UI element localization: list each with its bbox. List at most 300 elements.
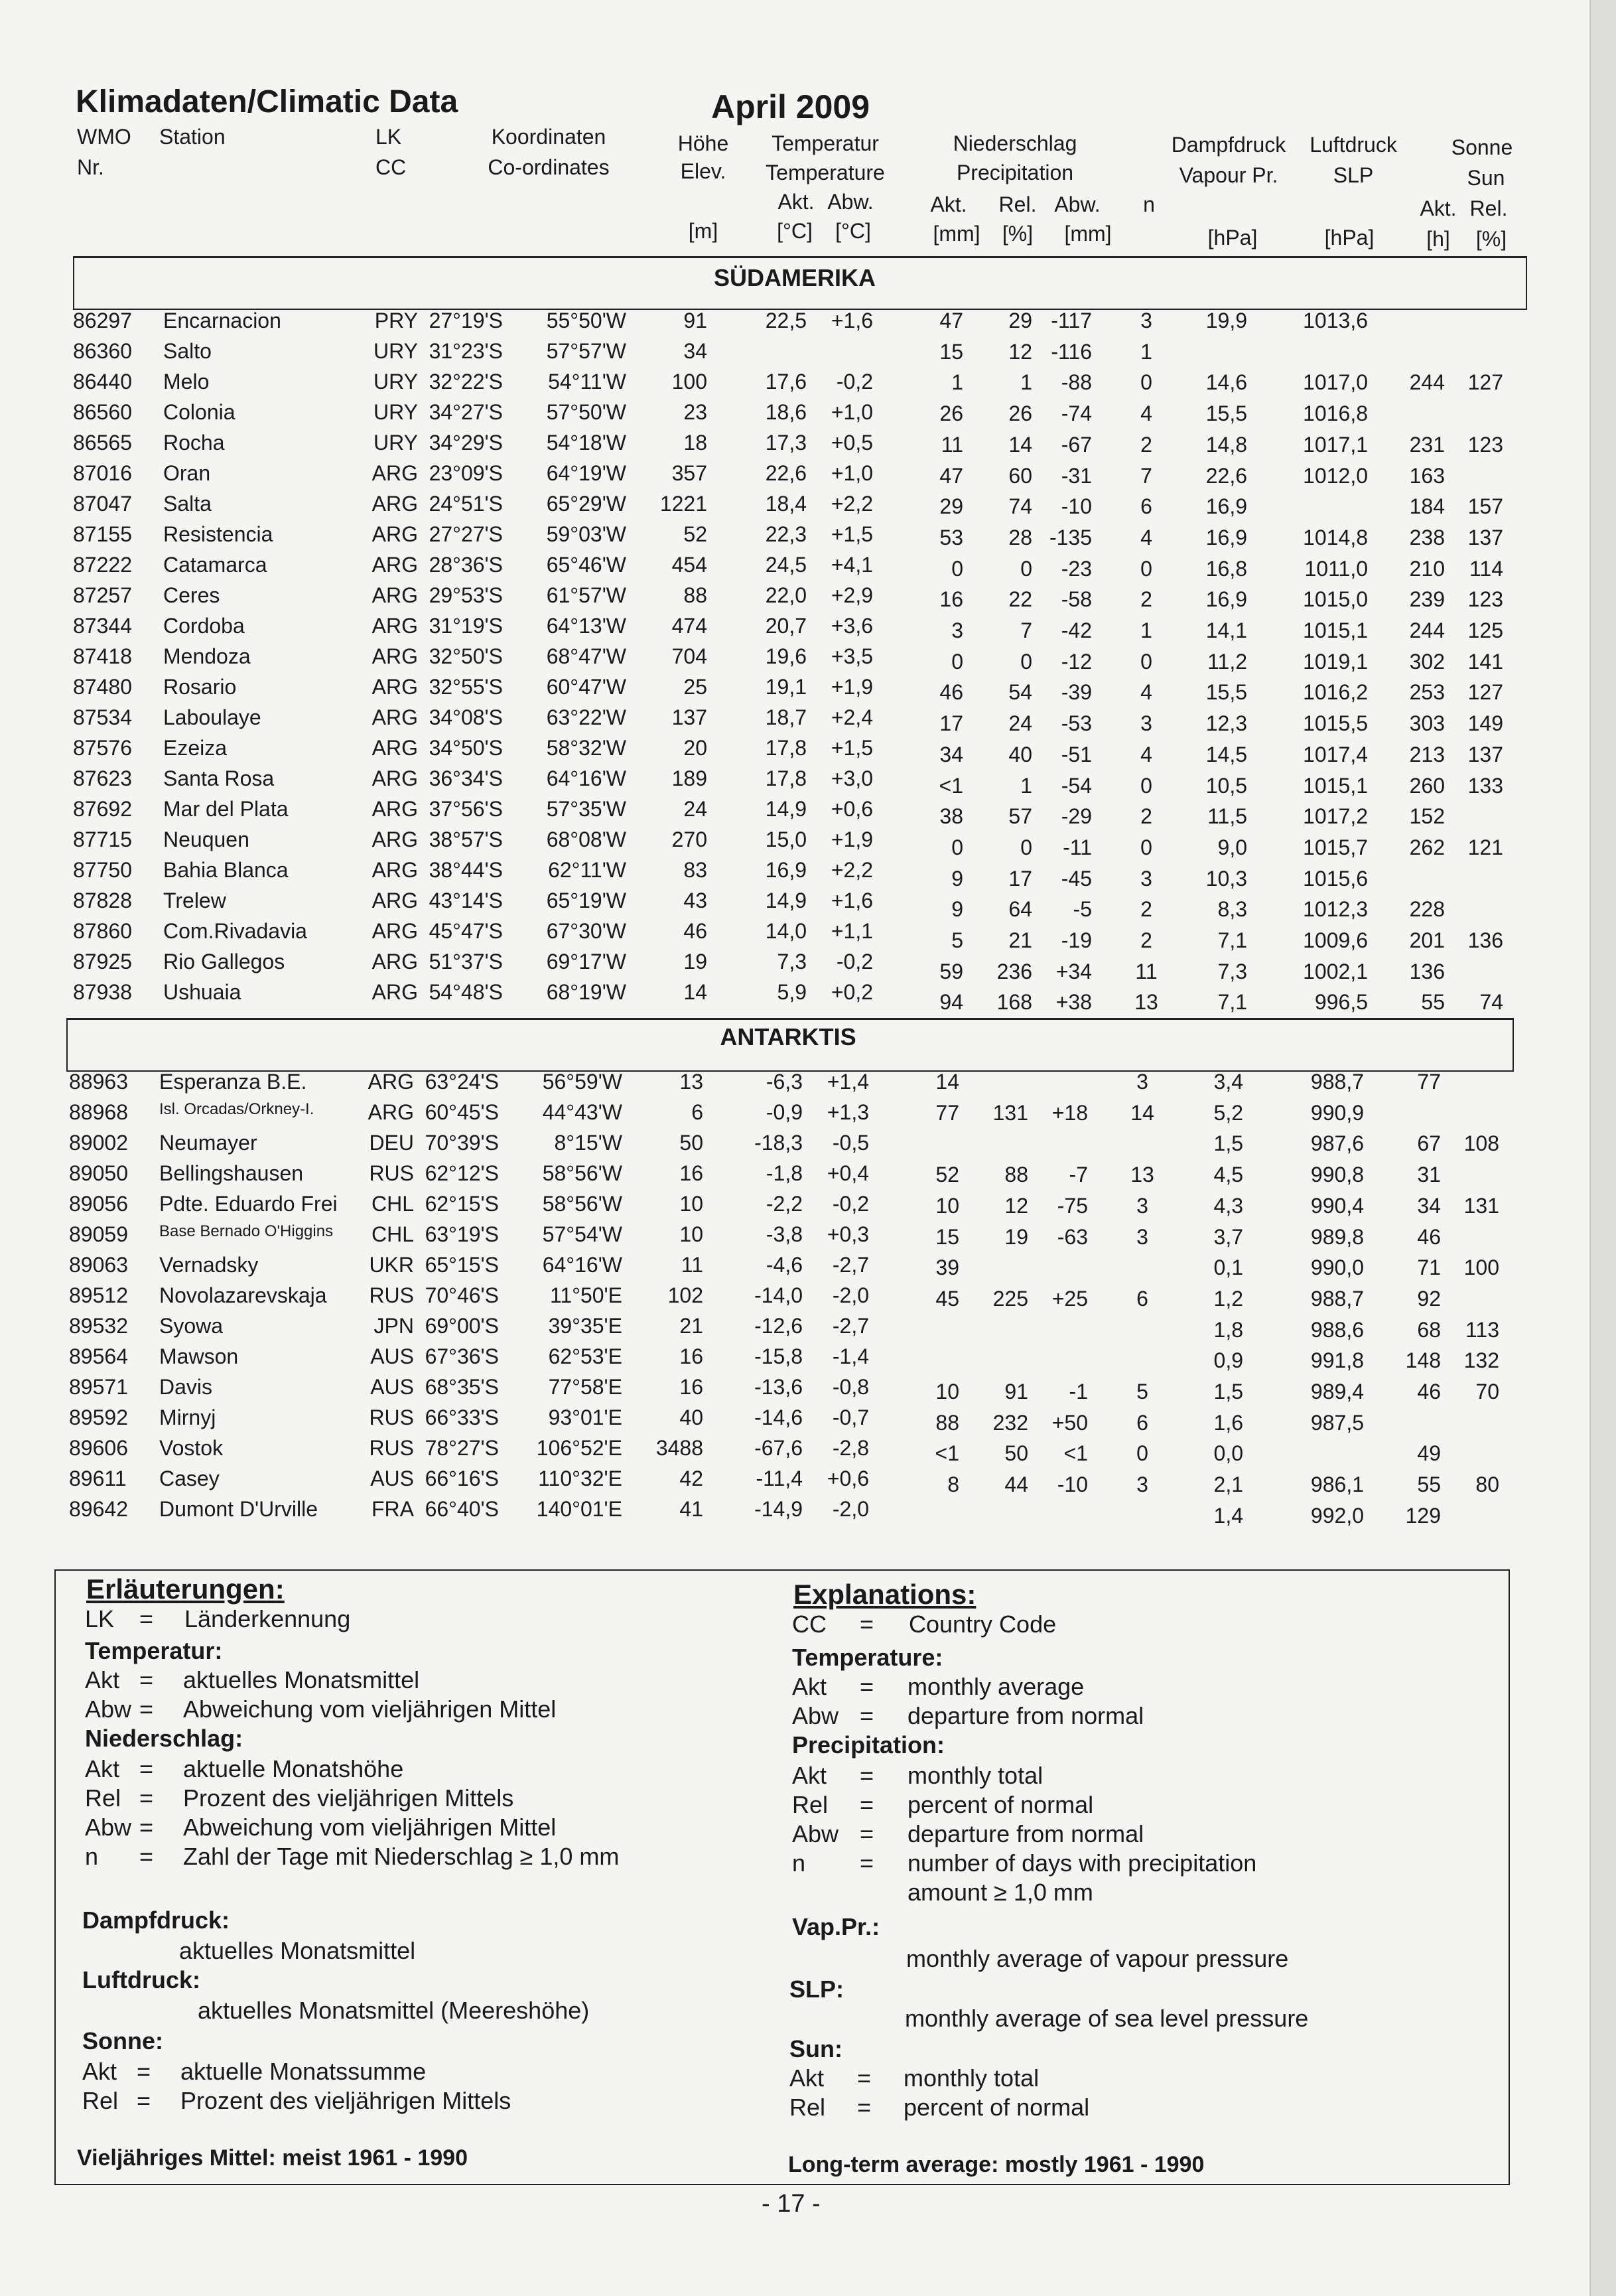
- table-row: [0, 400, 1616, 431]
- cell-station: Vostok: [159, 1436, 224, 1460]
- legend-en-s-rel: Rel: [789, 2094, 826, 2121]
- cell-pa: -53: [1061, 711, 1092, 736]
- table-row: [0, 675, 1616, 705]
- cell-t: 17,8: [765, 736, 807, 760]
- header-hoehe: Höhe: [677, 131, 729, 155]
- cell-station: Trelew: [163, 889, 226, 912]
- legend-en-prec: Precipitation:: [792, 1731, 945, 1758]
- cell-slp: 990,8: [1310, 1163, 1364, 1187]
- cell-elev: 704: [671, 644, 707, 668]
- cell-p: 11: [941, 432, 963, 457]
- table-row: [0, 553, 1616, 583]
- cell-t: -13,6: [754, 1375, 803, 1399]
- cell-sr: 131: [1463, 1193, 1499, 1218]
- legend-en-eq: =: [860, 1673, 874, 1700]
- header-nr: Nr.: [77, 155, 104, 179]
- cell-elev: 137: [671, 705, 707, 729]
- legend-de-eq: =: [139, 1843, 154, 1870]
- cell-pa: -1: [1069, 1380, 1088, 1403]
- table-row: [0, 614, 1616, 644]
- header-cc: CC: [375, 155, 407, 179]
- header-unit-pct1: [%]: [1002, 222, 1034, 246]
- cell-station: Bellingshausen: [159, 1161, 304, 1185]
- legend-de-rel: Rel: [85, 1784, 121, 1812]
- header-unit-hpa1: [hPa]: [1207, 226, 1258, 250]
- cell-p: 15: [935, 1224, 959, 1249]
- header-luftdruck: Luftdruck: [1310, 133, 1397, 157]
- cell-elev: 24: [683, 797, 707, 821]
- cell-lat: 63°19'S: [425, 1222, 499, 1246]
- cell-t: 17,6: [765, 370, 807, 394]
- cell-pr: 232: [992, 1410, 1028, 1435]
- cell-cc: ARG: [371, 492, 418, 516]
- cell-elev: 25: [683, 675, 707, 699]
- cell-p: <1: [939, 773, 963, 798]
- cell-station: Neuquen: [163, 827, 249, 851]
- cell-station: Rio Gallegos: [163, 950, 285, 973]
- header-sonne: Sonne: [1451, 135, 1513, 159]
- legend-en-cc-text: Country Code: [909, 1611, 1057, 1638]
- cell-p: <1: [935, 1441, 959, 1466]
- table-row: [0, 1467, 1616, 1497]
- cell-slp: 1017,2: [1303, 804, 1368, 829]
- cell-cc: UKR: [369, 1253, 414, 1277]
- table-row: [0, 644, 1616, 675]
- cell-p: 9: [951, 866, 963, 891]
- cell-ta: -2,7: [832, 1253, 869, 1277]
- cell-pr: 40: [1008, 742, 1032, 766]
- cell-station: Bahia Blanca: [163, 858, 289, 882]
- cell-pa: -88: [1061, 370, 1092, 395]
- cell-lat: 38°57'S: [429, 827, 503, 851]
- cell-elev: 46: [683, 919, 707, 943]
- cell-ta: -0,2: [832, 1192, 869, 1216]
- cell-n: 0: [1136, 1441, 1148, 1466]
- cell-t: 22,3: [765, 522, 807, 546]
- legend-en-eq: =: [860, 1849, 874, 1877]
- cell-n: 3: [1140, 309, 1152, 332]
- header-vapour: Vapour Pr.: [1179, 163, 1278, 187]
- cell-n: 0: [1140, 835, 1152, 859]
- cell-ta: -2,7: [832, 1314, 869, 1338]
- table-row: [0, 858, 1616, 889]
- cell-pr: 26: [1008, 401, 1032, 426]
- cell-slp: 1016,2: [1303, 680, 1368, 705]
- header-unit-mm2: [mm]: [1064, 222, 1112, 246]
- cell-cc: ARG: [371, 705, 418, 729]
- cell-p: 53: [939, 525, 963, 549]
- cell-wmo: 89059: [69, 1222, 128, 1246]
- cell-n: 11: [1135, 959, 1158, 983]
- table-row: [0, 705, 1616, 736]
- legend-en-s-akt: Akt: [789, 2064, 825, 2092]
- header-temperature: Temperature: [766, 161, 885, 184]
- cell-slp: 988,6: [1310, 1317, 1364, 1342]
- cell-n: 13: [1130, 1163, 1154, 1187]
- cell-p: 47: [939, 309, 963, 332]
- legend-en-eq: =: [857, 2064, 872, 2092]
- legend-en-temp: Temperature:: [792, 1644, 943, 1671]
- cell-slp: 989,4: [1310, 1380, 1364, 1403]
- cell-lat: 51°37'S: [429, 950, 503, 973]
- cell-station: Catamarca: [163, 553, 267, 577]
- cell-lat: 24°51'S: [429, 492, 503, 516]
- cell-ta: +3,6: [831, 614, 873, 638]
- cell-lat: 62°12'S: [425, 1161, 499, 1185]
- cell-wmo: 86565: [73, 431, 132, 455]
- cell-slp: 988,7: [1310, 1070, 1364, 1094]
- cell-n: 4: [1140, 680, 1152, 705]
- page-title: Klimadaten/Climatic Data: [76, 84, 458, 119]
- cell-ta: +3,0: [831, 766, 873, 790]
- cell-pa: -12: [1061, 649, 1092, 674]
- cell-slp: 1017,4: [1303, 742, 1368, 766]
- cell-lon: 65°19'W: [546, 889, 626, 912]
- cell-t: -4,6: [766, 1253, 803, 1277]
- legend-en-p-akt: Akt: [792, 1762, 827, 1789]
- cell-lon: 65°29'W: [546, 492, 626, 516]
- table-row: [0, 950, 1616, 983]
- cell-sr: 100: [1463, 1256, 1499, 1280]
- cell-wmo: 87938: [73, 980, 132, 1004]
- cell-pr: 19: [1004, 1224, 1028, 1249]
- cell-station: Ushuaia: [163, 980, 241, 1004]
- cell-vp: 1,6: [1213, 1410, 1243, 1435]
- cell-lat: 43°14'S: [429, 889, 503, 912]
- legend-en-n-text: number of days with precipitation: [908, 1849, 1257, 1877]
- cell-ta: +1,6: [831, 309, 873, 332]
- cell-pa: -10: [1057, 1472, 1088, 1497]
- cell-ta: +4,1: [831, 553, 873, 577]
- legend-de-n: n: [85, 1843, 99, 1870]
- cell-t: -14,0: [754, 1283, 803, 1307]
- legend-en-n: n: [792, 1849, 806, 1877]
- legend-de-abw-text: Abweichung vom vieljährigen Mittel: [183, 1695, 557, 1723]
- table-row: [0, 492, 1616, 522]
- cell-t: 14,0: [765, 919, 807, 943]
- cell-lat: 37°56'S: [429, 797, 503, 821]
- cell-elev: 11: [681, 1253, 703, 1277]
- cell-vp: 19,9: [1205, 309, 1247, 332]
- cell-t: 17,8: [765, 766, 807, 790]
- cell-cc: ARG: [371, 675, 418, 699]
- cell-elev: 102: [667, 1283, 703, 1307]
- cell-vp: 2,1: [1213, 1472, 1243, 1497]
- cell-sa: 46: [1417, 1380, 1441, 1403]
- cell-pr: 60: [1008, 463, 1032, 488]
- table-row: [0, 1131, 1616, 1161]
- cell-sr: 108: [1463, 1131, 1499, 1156]
- cell-ta: +1,5: [831, 736, 873, 760]
- cell-lat: 28°36'S: [429, 553, 503, 577]
- cell-wmo: 89592: [69, 1405, 128, 1429]
- cell-t: -11,4: [756, 1467, 803, 1490]
- cell-slp: 1015,1: [1303, 773, 1368, 798]
- cell-vp: 9,0: [1217, 835, 1247, 859]
- cell-sa: 303: [1409, 711, 1445, 736]
- cell-vp: 16,8: [1205, 556, 1247, 581]
- cell-station: Cordoba: [163, 614, 245, 638]
- cell-p: 94: [939, 990, 963, 1015]
- table-row: [0, 827, 1616, 858]
- cell-cc: ARG: [371, 553, 418, 577]
- cell-station: Ceres: [163, 583, 220, 607]
- cell-cc: RUS: [369, 1405, 414, 1429]
- cell-lon: 57°35'W: [546, 797, 626, 821]
- cell-pr: 14: [1008, 432, 1032, 457]
- cell-elev: 357: [671, 461, 707, 485]
- cell-slp: 1015,0: [1303, 587, 1368, 612]
- cell-lat: 34°08'S: [429, 705, 503, 729]
- cell-cc: ARG: [371, 950, 418, 973]
- legend-de-p-abw: Abw: [85, 1814, 132, 1841]
- table-row: [0, 766, 1616, 797]
- legend-en-vap-text: monthly average of vapour pressure: [906, 1945, 1289, 1972]
- header-unit-m: [m]: [688, 219, 718, 243]
- cell-pa: +50: [1051, 1410, 1088, 1435]
- header-station: Station: [159, 125, 226, 149]
- table-row: [0, 1192, 1616, 1222]
- cell-elev: 18: [683, 431, 707, 455]
- cell-pr: 44: [1004, 1472, 1028, 1497]
- cell-lon: 67°30'W: [546, 919, 626, 943]
- cell-lon: 58°32'W: [546, 736, 626, 760]
- cell-cc: ARG: [371, 858, 418, 882]
- cell-cc: AUS: [370, 1375, 414, 1399]
- cell-p: 0: [951, 649, 963, 674]
- cell-station: Casey: [159, 1467, 220, 1490]
- cell-cc: JPN: [373, 1314, 414, 1338]
- cell-elev: 10: [679, 1222, 703, 1246]
- cell-station: Mawson: [159, 1344, 239, 1368]
- legend-de-s-rel: Rel: [82, 2087, 119, 2114]
- legend-en-akt-text: monthly average: [908, 1673, 1085, 1700]
- cell-station: Ezeiza: [163, 736, 228, 760]
- cell-cc: ARG: [371, 583, 418, 607]
- cell-lon: 64°16'W: [542, 1253, 622, 1277]
- cell-wmo: 88963: [69, 1070, 128, 1094]
- cell-vp: 3,7: [1213, 1224, 1243, 1249]
- cell-sr: 80: [1475, 1472, 1499, 1497]
- cell-elev: 16: [679, 1375, 703, 1399]
- table-row: [0, 1283, 1616, 1314]
- cell-lat: 67°36'S: [425, 1344, 499, 1368]
- cell-cc: ARG: [371, 797, 418, 821]
- legend-en-eq: =: [860, 1611, 874, 1638]
- cell-n: 3: [1136, 1224, 1148, 1249]
- cell-sr: 137: [1467, 742, 1503, 766]
- cell-slp: 1019,1: [1303, 649, 1368, 674]
- cell-elev: 454: [671, 553, 707, 577]
- cell-wmo: 87257: [73, 583, 132, 607]
- cell-cc: ARG: [371, 919, 418, 943]
- legend-de-p-akt-text: aktuelle Monatshöhe: [183, 1755, 404, 1782]
- cell-t: -12,6: [754, 1314, 803, 1338]
- cell-vp: 1,2: [1213, 1286, 1243, 1311]
- cell-ta: +1,4: [827, 1070, 869, 1094]
- cell-lat: 27°27'S: [429, 522, 503, 546]
- header-unit-h: [h]: [1426, 227, 1450, 251]
- legend-en-s-rel-text: percent of normal: [904, 2094, 1090, 2121]
- cell-p: 14: [935, 1070, 959, 1094]
- cell-p: 39: [935, 1256, 959, 1280]
- cell-slp: 1011,0: [1304, 556, 1368, 581]
- table-row: [0, 1253, 1616, 1283]
- cell-wmo: 86297: [73, 309, 132, 332]
- cell-vp: 16,9: [1205, 494, 1247, 519]
- cell-lat: 34°29'S: [429, 431, 503, 455]
- legend-de-s-akt: Akt: [82, 2058, 117, 2085]
- table-row: [0, 370, 1616, 400]
- cell-pr: 17: [1008, 866, 1032, 891]
- cell-vp: 0,1: [1213, 1256, 1243, 1280]
- cell-cc: RUS: [369, 1161, 414, 1185]
- cell-cc: ARG: [371, 889, 418, 912]
- cell-ta: +3,5: [831, 644, 873, 668]
- cell-t: 19,6: [765, 644, 807, 668]
- cell-t: 20,7: [765, 614, 807, 638]
- cell-vp: 3,4: [1213, 1070, 1243, 1094]
- cell-cc: ARG: [371, 644, 418, 668]
- cell-vp: 22,6: [1205, 463, 1247, 488]
- cell-lon: 56°59'W: [542, 1070, 622, 1094]
- cell-slp: 1016,8: [1303, 401, 1368, 426]
- cell-ta: -2,8: [832, 1436, 869, 1460]
- cell-lon: 77°58'E: [548, 1375, 622, 1399]
- header-wmo: WMO: [77, 125, 131, 149]
- table-row: [0, 1161, 1616, 1192]
- cell-sa: 152: [1409, 804, 1445, 829]
- cell-station: Dumont D'Urville: [159, 1497, 318, 1521]
- cell-sr: 70: [1475, 1380, 1499, 1403]
- cell-n: 2: [1140, 587, 1152, 612]
- cell-vp: 0,0: [1213, 1441, 1243, 1466]
- cell-cc: URY: [373, 339, 418, 363]
- cell-lon: 64°13'W: [546, 614, 626, 638]
- cell-sa: 67: [1417, 1131, 1441, 1156]
- cell-p: 5: [951, 928, 963, 952]
- cell-t: 18,4: [765, 492, 807, 516]
- legend-en-p-akt-text: monthly total: [908, 1762, 1044, 1789]
- cell-sa: 262: [1409, 835, 1445, 859]
- cell-elev: 41: [679, 1497, 703, 1521]
- cell-cc: AUS: [370, 1467, 414, 1490]
- cell-slp: 992,0: [1310, 1503, 1364, 1528]
- cell-sa: 55: [1421, 990, 1445, 1015]
- cell-slp: 1012,3: [1303, 897, 1368, 922]
- header-prec-rel: Rel.: [998, 192, 1037, 216]
- cell-station: Isl. Orcadas/Orkney-I.: [159, 1100, 314, 1118]
- cell-lat: 32°22'S: [429, 370, 503, 394]
- cell-slp: 989,8: [1310, 1224, 1364, 1249]
- cell-vp: 7,3: [1217, 959, 1247, 983]
- table-row: [0, 431, 1616, 461]
- header-slp: SLP: [1333, 163, 1374, 187]
- cell-lon: 62°11'W: [548, 858, 626, 882]
- cell-pr: 12: [1008, 339, 1032, 364]
- table-row: [0, 339, 1616, 370]
- header-sun-rel: Rel.: [1469, 196, 1508, 220]
- cell-elev: 3488: [655, 1436, 703, 1460]
- cell-p: 1: [951, 370, 963, 395]
- cell-p: 47: [939, 463, 963, 488]
- cell-t: 18,7: [765, 705, 807, 729]
- cell-n: 4: [1140, 742, 1152, 766]
- cell-pa: -19: [1061, 928, 1092, 952]
- cell-pr: 91: [1004, 1380, 1028, 1403]
- cell-vp: 11,2: [1207, 649, 1247, 674]
- table-row: [0, 1497, 1616, 1528]
- cell-p: 10: [935, 1193, 959, 1218]
- cell-lon: 93°01'E: [548, 1405, 622, 1429]
- legend-de-vap: Dampfdruck:: [82, 1906, 230, 1934]
- cell-pa: -54: [1061, 773, 1092, 798]
- cell-pa: -29: [1061, 804, 1092, 829]
- legend-en-eq: =: [860, 1762, 874, 1789]
- cell-lat: 34°50'S: [429, 736, 503, 760]
- cell-sr: 136: [1467, 928, 1503, 952]
- cell-sa: 239: [1409, 587, 1445, 612]
- month-title: April 2009: [711, 88, 870, 125]
- cell-lon: 140°01'E: [536, 1497, 622, 1521]
- cell-sr: 149: [1467, 711, 1503, 736]
- cell-ta: -0,2: [836, 370, 873, 394]
- cell-vp: 14,6: [1205, 370, 1247, 395]
- cell-sa: 244: [1409, 618, 1445, 642]
- cell-slp: 990,9: [1310, 1100, 1364, 1125]
- cell-lon: 58°56'W: [542, 1192, 622, 1216]
- cell-n: 4: [1140, 525, 1152, 549]
- table-row: [0, 1314, 1616, 1344]
- cell-pa: -31: [1061, 463, 1092, 488]
- cell-lon: 61°57'W: [546, 583, 626, 607]
- cell-n: 6: [1136, 1286, 1148, 1311]
- legend-en-eq: =: [860, 1702, 874, 1729]
- table-row: [0, 1222, 1616, 1253]
- cell-sr: 114: [1469, 556, 1503, 581]
- cell-elev: 23: [683, 400, 707, 424]
- cell-vp: 10,5: [1205, 773, 1247, 798]
- cell-slp: 1015,1: [1303, 618, 1368, 642]
- cell-vp: 1,4: [1213, 1503, 1243, 1528]
- cell-lat: 62°15'S: [425, 1192, 499, 1216]
- cell-elev: 474: [671, 614, 707, 638]
- legend-en-sun: Sun:: [789, 2035, 842, 2062]
- legend-box: [54, 1569, 1510, 2185]
- cell-cc: ARG: [371, 522, 418, 546]
- cell-lat: 60°45'S: [425, 1100, 499, 1124]
- cell-vp: 16,9: [1205, 587, 1247, 612]
- cell-slp: 1009,6: [1303, 928, 1368, 952]
- cell-wmo: 87623: [73, 766, 132, 790]
- header-niederschlag: Niederschlag: [953, 131, 1077, 155]
- header-temperatur: Temperatur: [772, 131, 879, 155]
- cell-vp: 16,9: [1205, 525, 1247, 549]
- cell-p: 17: [939, 711, 963, 736]
- cell-pa: -5: [1073, 897, 1092, 922]
- cell-pr: 50: [1004, 1441, 1028, 1466]
- cell-pa: -45: [1061, 866, 1092, 891]
- cell-wmo: 87047: [73, 492, 132, 516]
- cell-sa: 228: [1409, 897, 1445, 922]
- cell-elev: 88: [683, 583, 707, 607]
- cell-p: 38: [939, 804, 963, 829]
- cell-lat: 34°27'S: [429, 400, 503, 424]
- cell-p: 0: [951, 835, 963, 859]
- header-unit-c1: [°C]: [777, 219, 813, 243]
- cell-pr: 168: [996, 990, 1032, 1015]
- cell-vp: 4,3: [1213, 1193, 1243, 1218]
